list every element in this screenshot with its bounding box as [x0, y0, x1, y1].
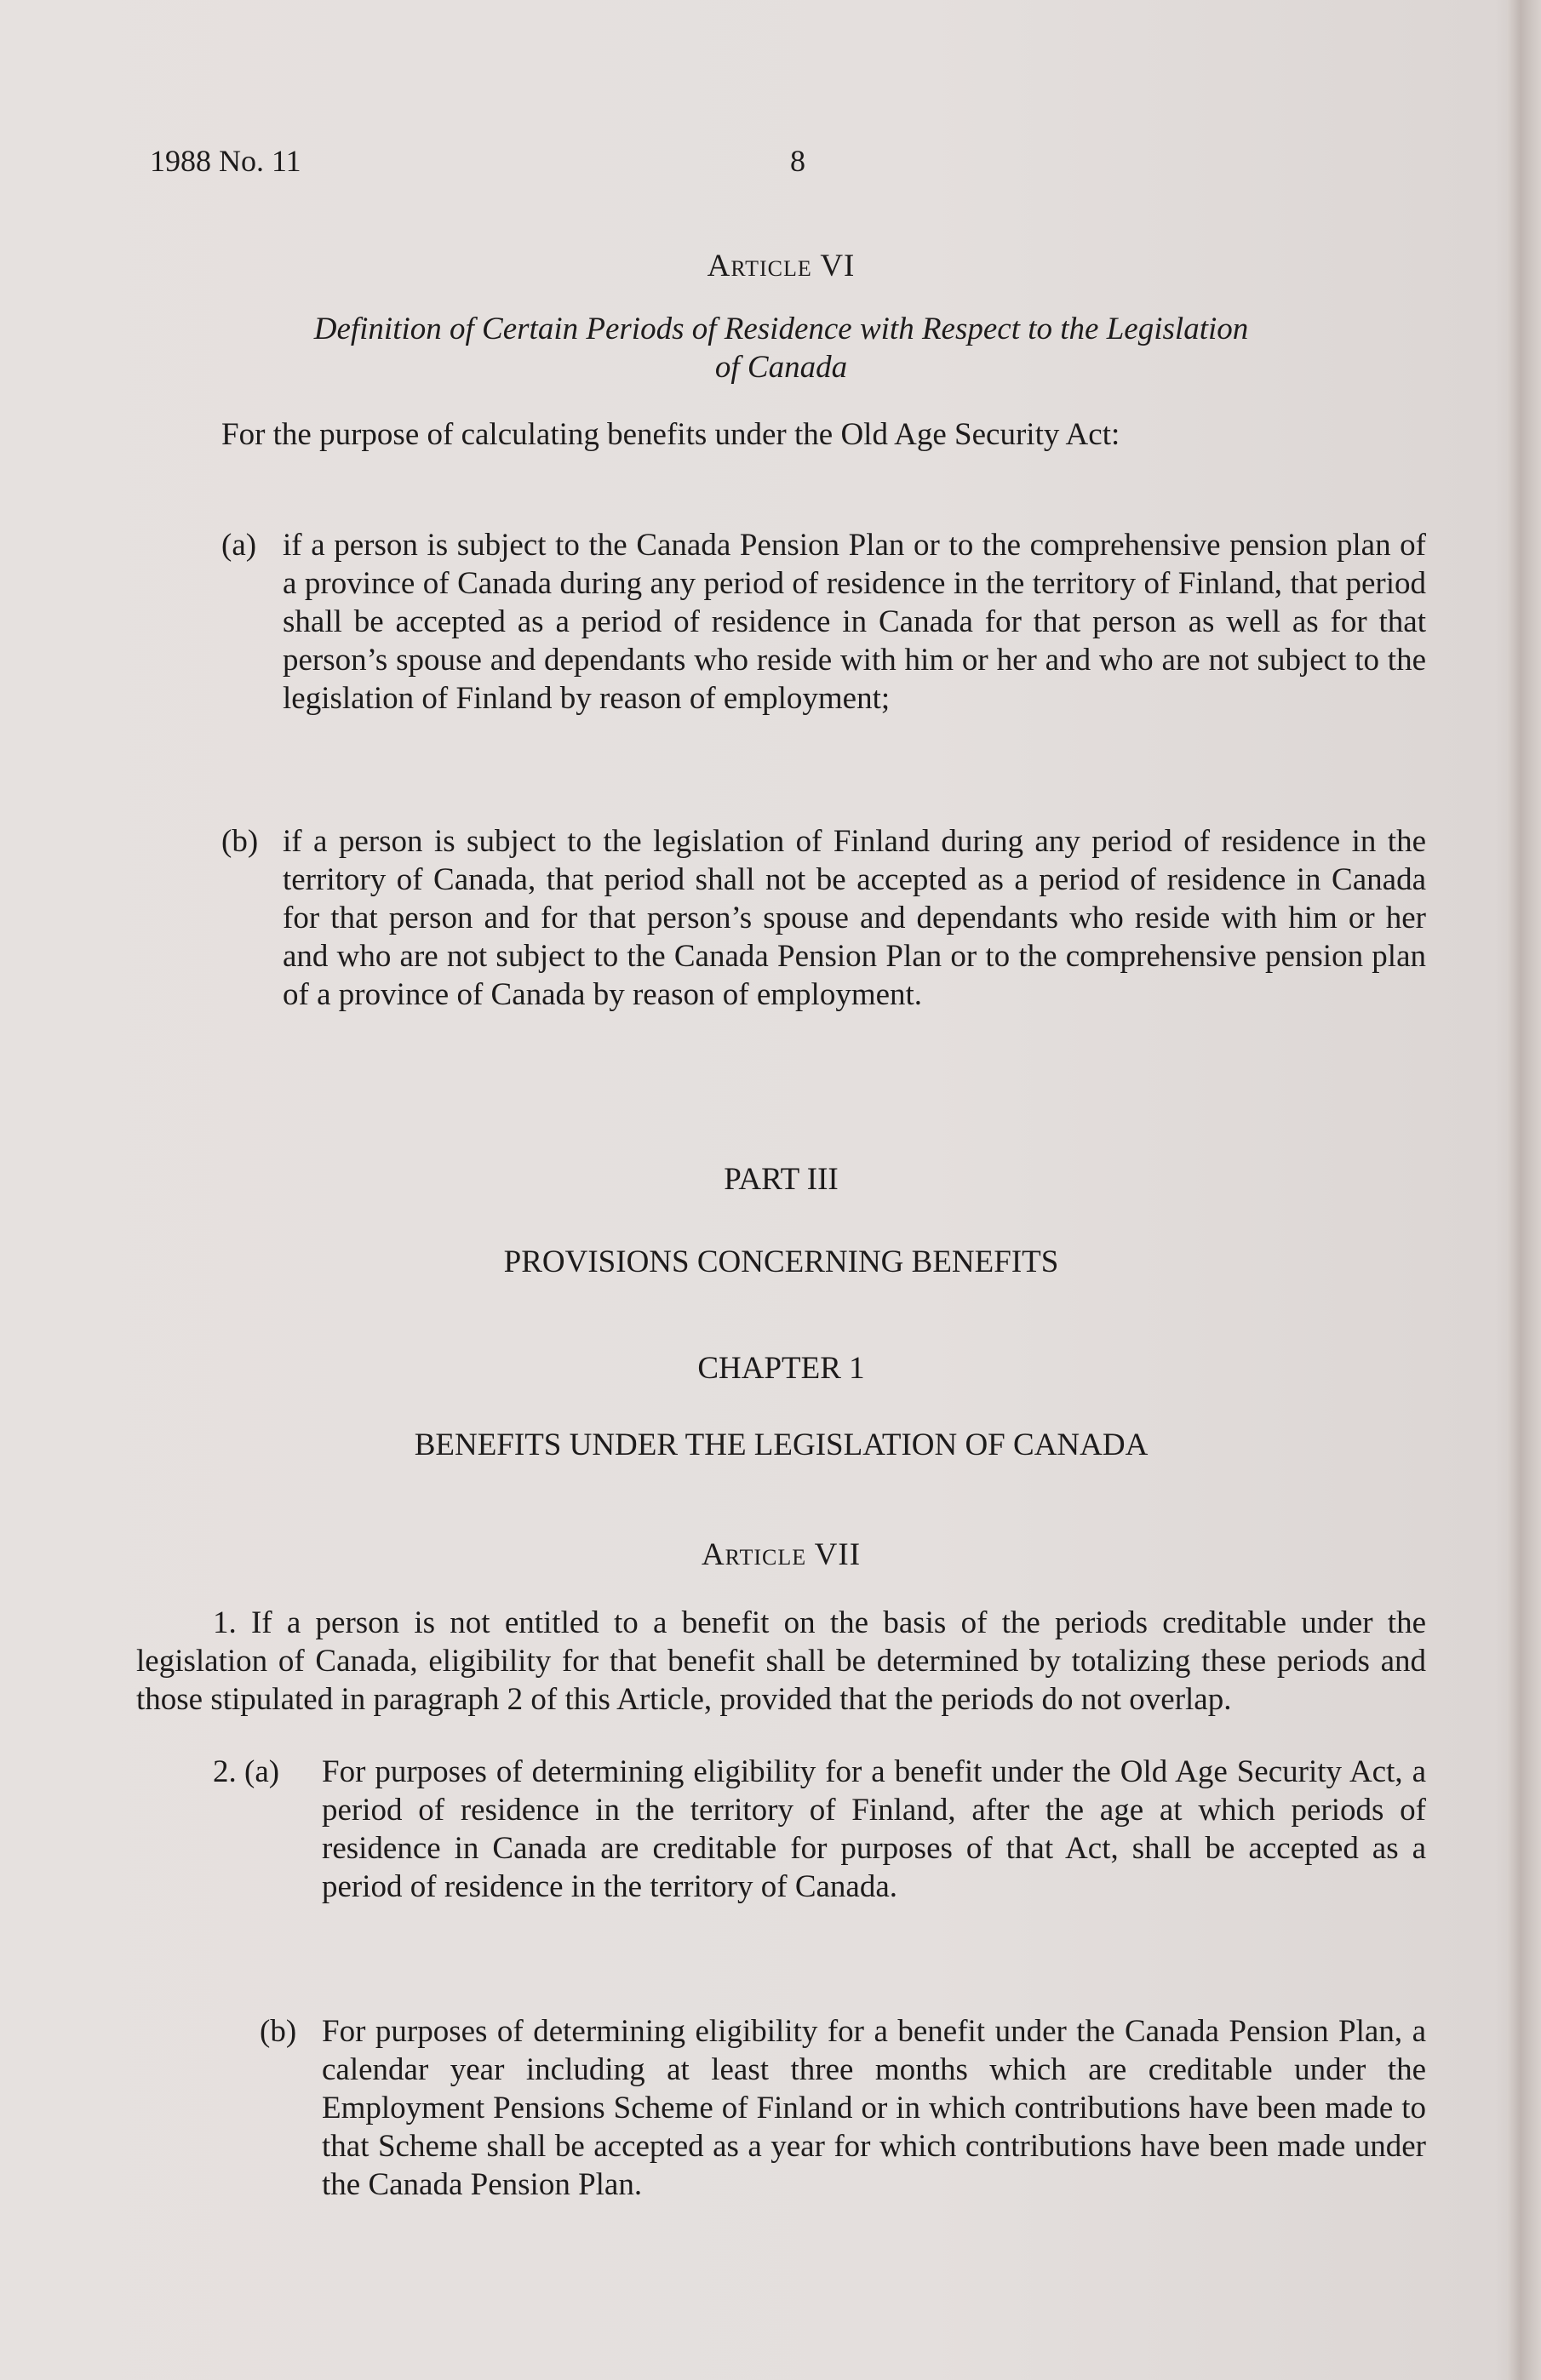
article-vi-title-line1: Definition of Certain Periods of Residence with Respect to the Legislation	[313, 312, 1249, 346]
page-number: 8	[790, 144, 805, 178]
header-year: 1988 No. 11	[150, 144, 301, 178]
article-vi-heading: Article VI	[707, 249, 856, 283]
clause-a-text: if a person is subject to the Canada Pension Plan or to the comprehensive pension plan of a province of Canada during any period of residence in the territory of Finland, that period shall be accepted as a period of residence in Canada for that person as well as for that person’s spouse and dependants who reside with him or her and who are not subject to the legislation of Finland by reason of employment;	[283, 528, 1426, 716]
article-vi-title	[136, 310, 1426, 386]
paragraph-2b-label: (b)	[260, 2014, 297, 2049]
article-vii-paragraph-1: 1. If a person is not entitled to a benefit on the basis of the periods creditable under the legislation of Canada, eligibility for that benefit shall be determined by totalizing these periods and those stipulated in paragraph 2 of this Article, provided that the periods do not overlap.	[136, 1605, 1426, 1717]
part-heading: PART III	[724, 1162, 839, 1197]
article-vii-heading: Article VII	[701, 1537, 862, 1572]
clause-a-label: (a)	[221, 528, 257, 563]
article-vi-intro: For the purpose of calculating benefits under the Old Age Security Act:	[221, 417, 1120, 452]
paragraph-2b-text: For purposes of determining eligibility for a benefit under the Canada Pension Plan, a calendar year including at least three months which are creditable under the Employment Pensions Scheme of Finland or in which contributions have been made to that Scheme shall be accepted as a year for which contributions have been made under the Canada Pension Plan.	[322, 2014, 1426, 2202]
chapter-title: BENEFITS UNDER THE LEGISLATION OF CANADA	[414, 1427, 1149, 1462]
part-title: PROVISIONS CONCERNING BENEFITS	[503, 1244, 1059, 1279]
clause-b-text: if a person is subject to the legislation of Finland during any period of residence in the territory of Canada, that period shall not be accepted as a period of residence in Canada for that person and for that person’s spouse and dependants who reside with him or her and who are not subject to the Canada Pension Plan or to the comprehensive pension plan of a province of Canada by reason of employment.	[283, 824, 1426, 1012]
page-gutter	[1507, 0, 1541, 2380]
paragraph-2a-text: For purposes of determining eligibility for a benefit under the Old Age Security Act, a period of residence in the territory of Finland, after the age at which periods of residence in Canada are creditable for purposes of that Act, shall be accepted as a period of residence in the territory of Canada.	[322, 1754, 1426, 1904]
article-vi-title-line2: of Canada	[714, 350, 848, 385]
paragraph-2a-label: 2. (a)	[213, 1754, 280, 1789]
chapter-heading: CHAPTER 1	[697, 1351, 865, 1386]
clause-b-label: (b)	[221, 824, 259, 859]
